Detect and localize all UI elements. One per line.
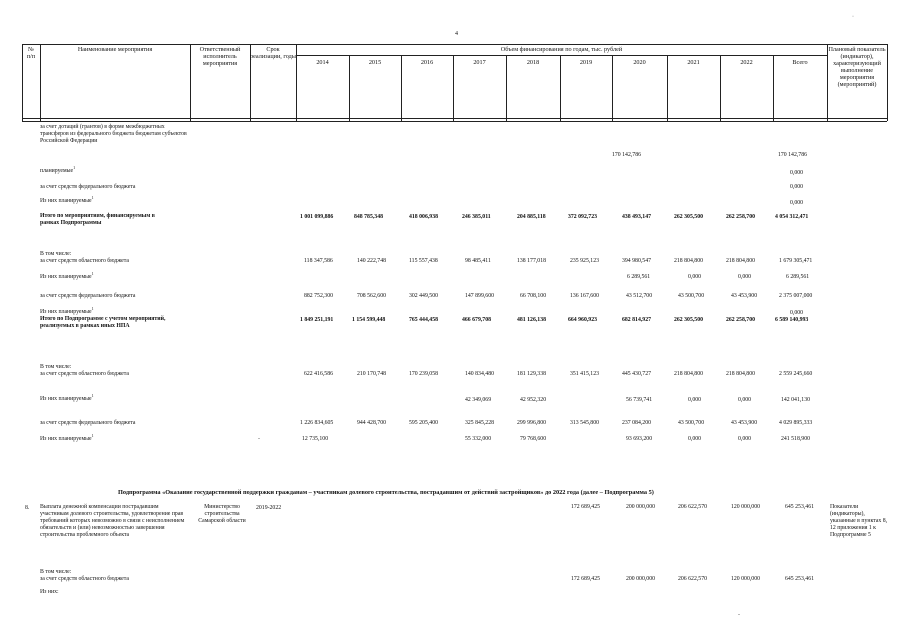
cell-value: 172 689,425 [571, 576, 600, 582]
page-number: 4 [455, 31, 458, 37]
cell-value: 43 453,900 [731, 420, 758, 426]
row-label [40, 306, 190, 316]
cell-value: 944 428,700 [357, 420, 386, 426]
cell-value: 181 129,338 [517, 371, 546, 377]
cell-value: 1 226 834,605 [300, 420, 334, 426]
row-label: за счет средств федерального бюджета [40, 184, 136, 190]
row-label [40, 393, 190, 403]
scan-dash: - [258, 436, 260, 442]
cell-value: 237 084,200 [622, 420, 651, 426]
cell-value: 246 385,011 [462, 214, 491, 220]
header-year: 2014 [316, 59, 329, 66]
cell-value: 372 092,723 [568, 214, 597, 220]
header-year: 2016 [420, 59, 434, 66]
header-year: 2018 [526, 59, 540, 66]
cell-value: 0,000 [790, 200, 804, 206]
item-label: Выплата денежной компенсации пострадавшим участникам долевого строительства, удовлетворение прав требований которых невозможно в связи с неисполнением обязательств и (или) невозможностью завершения строительства проблемного объекта [40, 504, 185, 538]
footnote-mark: 1 [91, 195, 94, 201]
cell-value: 302 449,500 [409, 293, 438, 299]
cell-value: 1 679 305,471 [779, 258, 813, 264]
cell-value: 118 347,586 [304, 258, 333, 264]
subprogram-title: Подпрограмма «Оказание государственной поддержки гражданам – участникам долевого строительства, пострадавшим от действий застройщиков» до 2022 года (далее – Подпрограмма 5) [118, 489, 654, 496]
header-indicator: Плановый показатель (индикатор), характеризующий выполнение мероприятия (мероприятий) [828, 46, 886, 88]
header-year: 2015 [368, 59, 382, 66]
cell-value: 172 689,425 [571, 504, 600, 510]
cell-value: 142 041,130 [781, 397, 810, 403]
cell-value: 120 000,000 [731, 576, 760, 582]
cell-value: 0,000 [738, 397, 752, 403]
header-year: 2017 [473, 59, 486, 66]
scan-dot: · [852, 14, 854, 20]
header-year: 2019 [579, 59, 593, 66]
footnote-mark: 1 [91, 433, 94, 439]
cell-value: 200 000,000 [626, 504, 655, 510]
row-label: В том числе: за счет средств областного бюджета [40, 364, 129, 377]
cell-value: 140 222,748 [357, 258, 386, 264]
row-label-total: Итого по Подпрограмме с учетом мероприятий, реализуемых в рамках иных НПА [40, 316, 166, 329]
cell-value: 262 305,500 [674, 214, 703, 220]
cell-value: 481 126,138 [517, 317, 546, 323]
header-executor: Ответственный исполнитель мероприятия [199, 46, 241, 67]
cell-value: 0,000 [688, 397, 702, 403]
cell-value: 200 000,000 [626, 576, 655, 582]
header-year: 2021 [687, 59, 700, 66]
item-term: 2019-2022 [256, 505, 282, 511]
row-label-text: Из них планируемые [40, 198, 92, 204]
cell-value: 115 557,438 [409, 258, 438, 264]
row-label [40, 165, 190, 175]
item-number: 8. [25, 505, 30, 511]
cell-value: 0,000 [688, 436, 702, 442]
cell-value: 1 154 599,448 [352, 317, 386, 323]
cell-value: 170 142,786 [612, 152, 641, 158]
cell-value: 147 899,600 [465, 293, 494, 299]
cell-value: 42 952,320 [520, 397, 547, 403]
cell-value: 262 305,500 [674, 317, 703, 323]
cell-value: 43 453,900 [731, 293, 758, 299]
cell-value: 622 416,586 [304, 371, 333, 377]
cell-value: 136 167,600 [570, 293, 599, 299]
cell-value: 120 000,000 [731, 504, 760, 510]
row-label [40, 271, 190, 281]
row-label-text: Из них планируемые [40, 309, 92, 315]
row-label [40, 195, 190, 205]
row-label-total: Итого по мероприятиям, финансируемым в рамках Подпрограммы [40, 213, 155, 226]
cell-value: 55 332,000 [465, 436, 492, 442]
row-label: В том числе: за счет средств областного бюджета [40, 251, 129, 264]
footnote-mark: 1 [91, 306, 94, 312]
cell-value: 235 925,123 [570, 258, 599, 264]
row-label-text: Из них планируемые [40, 274, 92, 280]
cell-value: 0,000 [738, 274, 752, 280]
header-term: Срок реализации, годы [250, 46, 296, 60]
cell-value: 0,000 [790, 184, 804, 190]
cell-value: 466 679,708 [462, 317, 491, 323]
cell-value: 204 885,118 [517, 214, 546, 220]
cell-value: 313 545,800 [570, 420, 599, 426]
cell-value: 66 708,100 [520, 293, 547, 299]
cell-value: 210 170,748 [357, 371, 386, 377]
cell-value: 93 693,200 [626, 436, 653, 442]
cell-value: 56 739,741 [626, 397, 653, 403]
row-label: за счет дотаций (грантов) в форме межбюджетных трансферов из федерального бюджета бюджетам субъектов Российской Федерации [40, 124, 187, 144]
header-year: Всего [792, 59, 808, 66]
cell-value: 1 001 099,886 [300, 214, 334, 220]
header-year: 2022 [740, 59, 753, 66]
cell-value: 98 485,411 [465, 258, 491, 264]
cell-value: 206 622,570 [678, 576, 707, 582]
cell-value: 170 142,786 [778, 152, 807, 158]
cell-value: 4 054 312,471 [775, 214, 809, 220]
header-year: 2020 [633, 59, 646, 66]
cell-value: 325 845,228 [465, 420, 494, 426]
cell-value: 6 289,561 [627, 274, 651, 280]
row-label-text: Из них планируемые [40, 436, 92, 442]
cell-value: 2 559 245,660 [779, 371, 813, 377]
cell-value: 595 205,400 [409, 420, 438, 426]
row-label: за счет средств федерального бюджета [40, 293, 136, 299]
cell-value: 138 177,018 [517, 258, 546, 264]
cell-value: 42 349,069 [465, 397, 492, 403]
header-num: № п/п [26, 46, 36, 60]
cell-value: 682 814,927 [622, 317, 651, 323]
cell-value: 4 029 895,333 [779, 420, 813, 426]
cell-value: 882 752,300 [304, 293, 333, 299]
cell-value: 6 589 140,993 [775, 317, 809, 323]
cell-value: 79 768,600 [520, 436, 547, 442]
cell-value: 206 622,570 [678, 504, 707, 510]
cell-value: 299 996,800 [517, 420, 546, 426]
cell-value: 43 500,700 [678, 293, 705, 299]
cell-value: 43 500,700 [678, 420, 705, 426]
cell-value: 645 253,461 [785, 576, 814, 582]
row-label: В том числе: за счет средств областного бюджета [40, 569, 129, 582]
cell-value: 418 006,938 [409, 214, 438, 220]
cell-value: 262 258,700 [726, 214, 755, 220]
cell-value: 262 258,700 [726, 317, 755, 323]
cell-value: 394 980,547 [622, 258, 651, 264]
cell-value: 438 493,147 [622, 214, 651, 220]
cell-value: 218 804,800 [674, 258, 703, 264]
cell-value: 218 804,800 [726, 258, 755, 264]
cell-value: 140 834,480 [465, 371, 494, 377]
cell-value: 645 253,461 [785, 504, 814, 510]
cell-value: 12 735,100 [302, 436, 329, 442]
header-name: Наименование мероприятия [77, 46, 153, 53]
row-label [40, 433, 190, 443]
cell-value: 765 444,458 [409, 317, 438, 323]
cell-value: 708 562,600 [357, 293, 386, 299]
header-volume: Объем финансирования по годам, тыс. рублей [500, 46, 623, 53]
footnote-mark: 1 [91, 271, 94, 277]
cell-value: 0,000 [688, 274, 702, 280]
item-indicator: Показатели (индикаторы), указанные в пунктах 8, 12 приложения 1 к Подпрограмме 5 [830, 504, 888, 538]
footnote-mark: 1 [73, 165, 76, 171]
cell-value: 0,000 [790, 310, 804, 316]
cell-value: 43 512,700 [626, 293, 653, 299]
item-executor: Министерство строительства Самарской области [198, 504, 246, 524]
cell-value: 445 430,727 [622, 371, 651, 377]
cell-value: 848 785,348 [354, 214, 383, 220]
cell-value: 241 518,900 [781, 436, 810, 442]
row-label-text: Из них планируемые [40, 396, 92, 402]
row-label: за счет средств федерального бюджета [40, 420, 136, 426]
cell-value: 0,000 [790, 170, 804, 176]
cell-value: 170 239,058 [409, 371, 438, 377]
cell-value: 0,000 [738, 436, 752, 442]
footnote-mark: 1 [91, 393, 94, 399]
row-label: Из них: [40, 589, 59, 595]
cell-value: 351 415,123 [570, 371, 599, 377]
cell-value: 664 960,923 [568, 317, 597, 323]
cell-value: 218 804,800 [726, 371, 755, 377]
cell-value: 6 289,561 [786, 274, 810, 280]
scan-dash: - [738, 612, 740, 618]
row-label-text: планируемые [40, 168, 74, 174]
cell-value: 218 804,800 [674, 371, 703, 377]
cell-value: 1 849 251,191 [300, 317, 334, 323]
cell-value: 2 375 007,000 [779, 293, 813, 299]
